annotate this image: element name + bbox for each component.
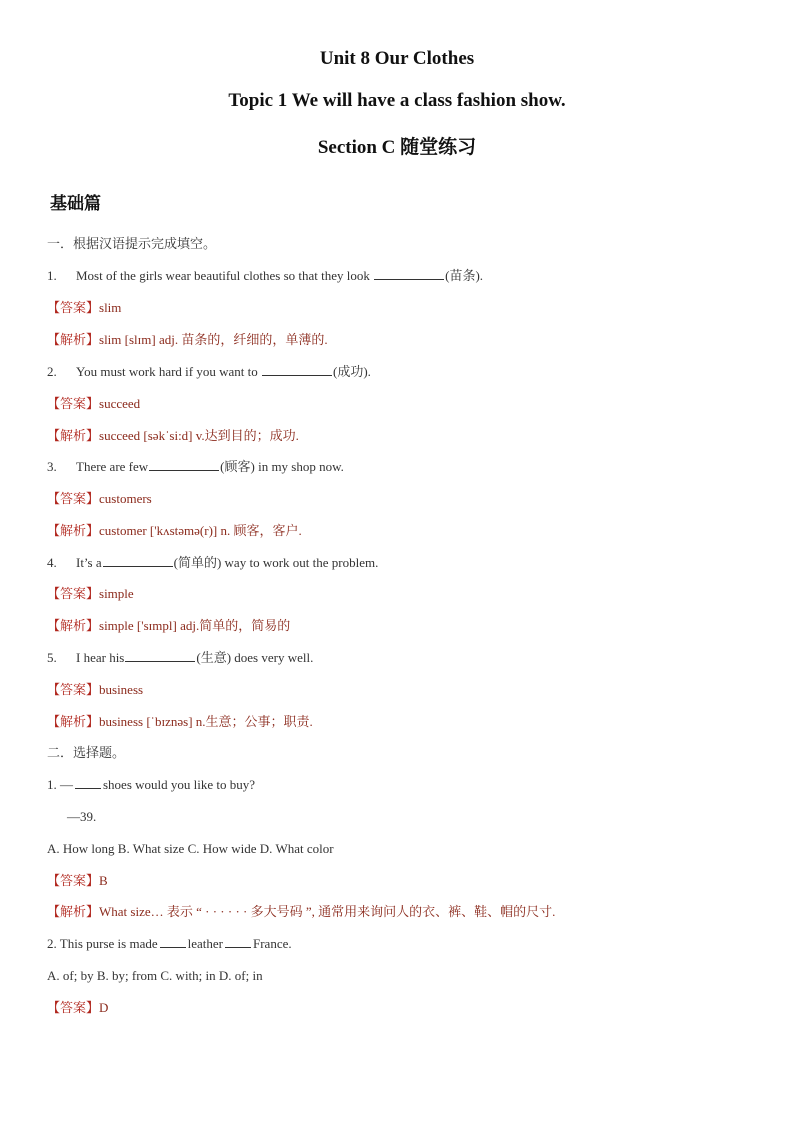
question-number: 2. bbox=[47, 364, 57, 379]
question-text: I hear his bbox=[76, 650, 125, 665]
answer-label: 【答案】 bbox=[47, 491, 100, 506]
question-hint: (生意) does very well. bbox=[196, 650, 314, 665]
answer-label: 【答案】 bbox=[47, 300, 100, 315]
mc-question-2-options: A. of; by B. by; from C. with; in D. of; in bbox=[47, 968, 263, 983]
analysis-label: 【解析】 bbox=[47, 523, 100, 538]
answer-3 bbox=[47, 490, 152, 508]
answer-text: succeed bbox=[99, 396, 141, 411]
answer-blank bbox=[149, 458, 219, 471]
analysis-4 bbox=[47, 617, 290, 635]
unit-title: Unit 8 Our Clothes bbox=[319, 48, 475, 69]
answer-1 bbox=[47, 299, 121, 317]
answer-blank bbox=[225, 935, 251, 948]
part2-heading: 二．选择题。 bbox=[47, 745, 126, 760]
analysis-text: What size… 表示 “ · · · · · · 多大号码 ”, 通常用来询问人的衣、裤、鞋、帽的尺寸. bbox=[99, 904, 556, 919]
answer-blank bbox=[75, 776, 101, 789]
analysis-text: succeed [səkˈsi:d] v.达到目的；成功. bbox=[99, 428, 299, 443]
answer-2 bbox=[47, 395, 140, 413]
answer-blank bbox=[103, 554, 173, 567]
question-hint: (顾客) in my shop now. bbox=[220, 459, 344, 474]
question-text: Most of the girls wear beautiful clothes so that they look bbox=[76, 268, 370, 283]
answer-blank bbox=[262, 363, 332, 376]
section-title: Section C 随堂练习 bbox=[317, 137, 477, 158]
question-hint: (苗条). bbox=[445, 268, 484, 283]
analysis-label: 【解析】 bbox=[47, 904, 100, 919]
mc-question-1-options: A. How long B. What size C. How wide D. What color bbox=[47, 841, 334, 856]
question-number: 5. bbox=[47, 650, 57, 665]
answer-text: B bbox=[99, 873, 108, 888]
mc-question-1 bbox=[47, 776, 255, 794]
mc-analysis-1 bbox=[47, 903, 555, 921]
answer-text: D bbox=[99, 1000, 109, 1015]
answer-label: 【答案】 bbox=[47, 873, 100, 888]
analysis-label: 【解析】 bbox=[47, 714, 100, 729]
question-4 bbox=[47, 554, 378, 572]
analysis-text: business [ˈbɪznəs] n.生意；公事；职责. bbox=[99, 714, 313, 729]
answer-label: 【答案】 bbox=[47, 682, 100, 697]
mc-question-1-reply: —39. bbox=[67, 809, 97, 824]
part1-heading: 一．根据汉语提示完成填空。 bbox=[47, 236, 217, 251]
question-text: France. bbox=[252, 936, 292, 951]
answer-label: 【答案】 bbox=[47, 586, 100, 601]
answer-label: 【答案】 bbox=[47, 1000, 100, 1015]
analysis-3 bbox=[47, 522, 302, 540]
answer-blank bbox=[160, 935, 186, 948]
answer-blank bbox=[374, 267, 444, 280]
question-text: There are few bbox=[76, 459, 149, 474]
answer-text: slim bbox=[99, 300, 122, 315]
question-number: 4. bbox=[47, 555, 57, 570]
question-number: 1. bbox=[47, 268, 57, 283]
answer-text: simple bbox=[99, 586, 134, 601]
level-heading: 基础篇 bbox=[50, 194, 101, 213]
answer-text: customers bbox=[99, 491, 152, 506]
analysis-1 bbox=[47, 331, 328, 349]
answer-text: business bbox=[99, 682, 144, 697]
question-number: 3. bbox=[47, 459, 57, 474]
analysis-label: 【解析】 bbox=[47, 618, 100, 633]
question-text: shoes would you like to buy? bbox=[103, 777, 256, 792]
question-text: 2. This purse is made bbox=[47, 936, 158, 951]
mc-answer-2 bbox=[47, 999, 108, 1017]
analysis-2 bbox=[47, 427, 299, 445]
topic-title: Topic 1 We will have a class fashion show. bbox=[228, 90, 566, 111]
question-hint: (简单的) way to work out the problem. bbox=[173, 555, 379, 570]
question-5 bbox=[47, 649, 313, 667]
analysis-text: simple ['sɪmpl] adj.简单的，简易的 bbox=[99, 618, 291, 633]
analysis-text: customer ['kʌstəmə(r)] n. 顾客，客户. bbox=[99, 523, 302, 538]
analysis-text: slim [slɪm] adj. 苗条的，纤细的，单薄的. bbox=[99, 332, 328, 347]
answer-4 bbox=[47, 585, 134, 603]
analysis-label: 【解析】 bbox=[47, 332, 100, 347]
question-1 bbox=[47, 267, 483, 285]
question-hint: (成功). bbox=[333, 364, 371, 379]
question-text: leather bbox=[187, 936, 223, 951]
question-text: 1. — bbox=[47, 777, 73, 792]
question-text: It’s a bbox=[76, 555, 102, 570]
question-text: You must work hard if you want to bbox=[76, 364, 258, 379]
question-2 bbox=[47, 363, 371, 381]
answer-label: 【答案】 bbox=[47, 396, 100, 411]
analysis-5 bbox=[47, 713, 313, 731]
answer-5 bbox=[47, 681, 143, 699]
analysis-label: 【解析】 bbox=[47, 428, 100, 443]
mc-answer-1 bbox=[47, 872, 108, 890]
question-3 bbox=[47, 458, 344, 476]
answer-blank bbox=[125, 649, 195, 662]
mc-question-2 bbox=[47, 935, 292, 953]
